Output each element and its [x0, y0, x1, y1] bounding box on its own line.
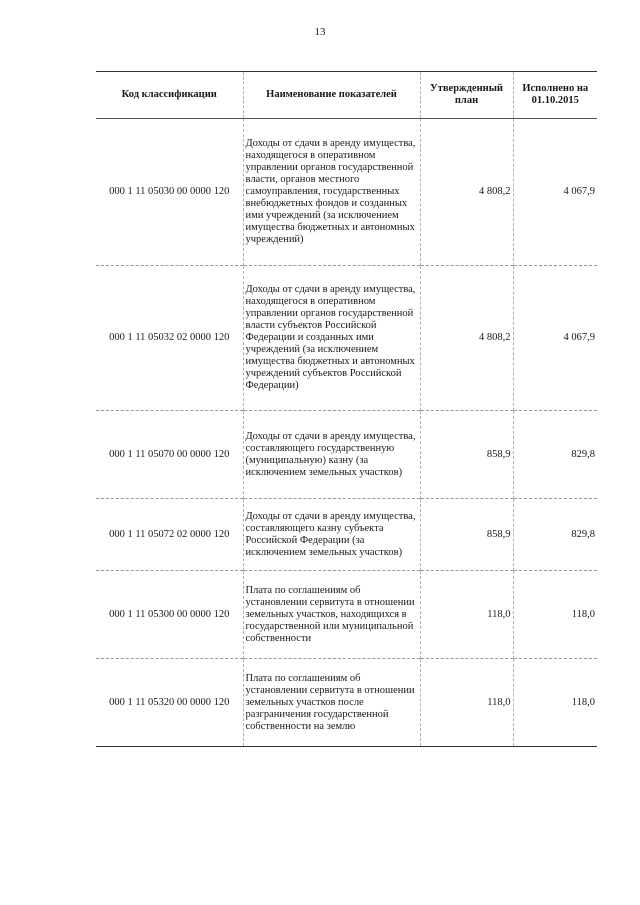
row-code: 000 1 11 05072 02 0000 120 — [109, 528, 230, 540]
row-done: 829,8 — [513, 411, 597, 499]
row-code: 000 1 11 05032 02 0000 120 — [109, 332, 230, 343]
row-plan: 858,9 — [420, 411, 513, 499]
budget-table — [96, 71, 597, 747]
row-name: Доходы от сдачи в аренду имущества, составляющего казну субъекта Российской Федерации (за исключением земельных участков) — [243, 499, 420, 571]
row-done: 118,0 — [513, 659, 597, 747]
header-name: Наименование показателей — [243, 72, 420, 119]
table-row — [96, 571, 597, 659]
row-name: Плата по соглашениям об установлении сервитута в отношении земельных участков, находящихся в государственной или муниципальной собственности — [243, 571, 420, 659]
row-name: Доходы от сдачи в аренду имущества, составляющего государственную (муниципальную) казну (за исключением земельных участков) — [243, 411, 420, 499]
row-name: Доходы от сдачи в аренду имущества, находящегося в оперативном управлении органов государственной власти, органов местного самоуправления, государственных внебюджетных фондов и созданных ими учреждений (за исключением имущества бюджетных и автономных учреждений) — [243, 119, 420, 266]
row-plan: 118,0 — [420, 571, 513, 659]
table-row — [96, 266, 597, 411]
table-row — [96, 411, 597, 499]
row-plan: 4 808,2 — [420, 266, 513, 411]
row-done: 829,8 — [513, 499, 597, 571]
page-number: 13 — [314, 26, 326, 38]
header-done: Исполнено на 01.10.2015 — [513, 72, 597, 119]
row-name: Плата по соглашениям об установлении сервитута в отношении земельных участков после разграничения государственной собственности на землю — [243, 659, 420, 747]
table-row — [96, 659, 597, 747]
row-code: 000 1 11 05300 00 0000 120 — [109, 608, 230, 620]
row-code: 000 1 11 05070 00 0000 120 — [109, 448, 230, 460]
row-plan: 858,9 — [420, 499, 513, 571]
table-row — [96, 499, 597, 571]
row-name: Доходы от сдачи в аренду имущества, находящегося в оперативном управлении органов государственной власти субъектов Российской Федерации и созданных ими учреждений (за исключением имущества бюджетных и автономных учреждений субъектов Российской Федерации) — [243, 266, 420, 411]
row-done: 118,0 — [513, 571, 597, 659]
table-header — [96, 72, 597, 119]
row-done: 4 067,9 — [513, 266, 597, 411]
table-body — [96, 119, 597, 747]
row-code: 000 1 11 05030 00 0000 120 — [109, 186, 230, 197]
header-code: Код классификации — [121, 89, 217, 100]
row-code: 000 1 11 05320 00 0000 120 — [109, 696, 230, 708]
header-plan: Утвержденный план — [420, 72, 513, 119]
row-done: 4 067,9 — [513, 119, 597, 266]
table-row — [96, 119, 597, 266]
header-row — [96, 72, 597, 119]
row-plan: 118,0 — [420, 659, 513, 747]
row-plan: 4 808,2 — [420, 119, 513, 266]
